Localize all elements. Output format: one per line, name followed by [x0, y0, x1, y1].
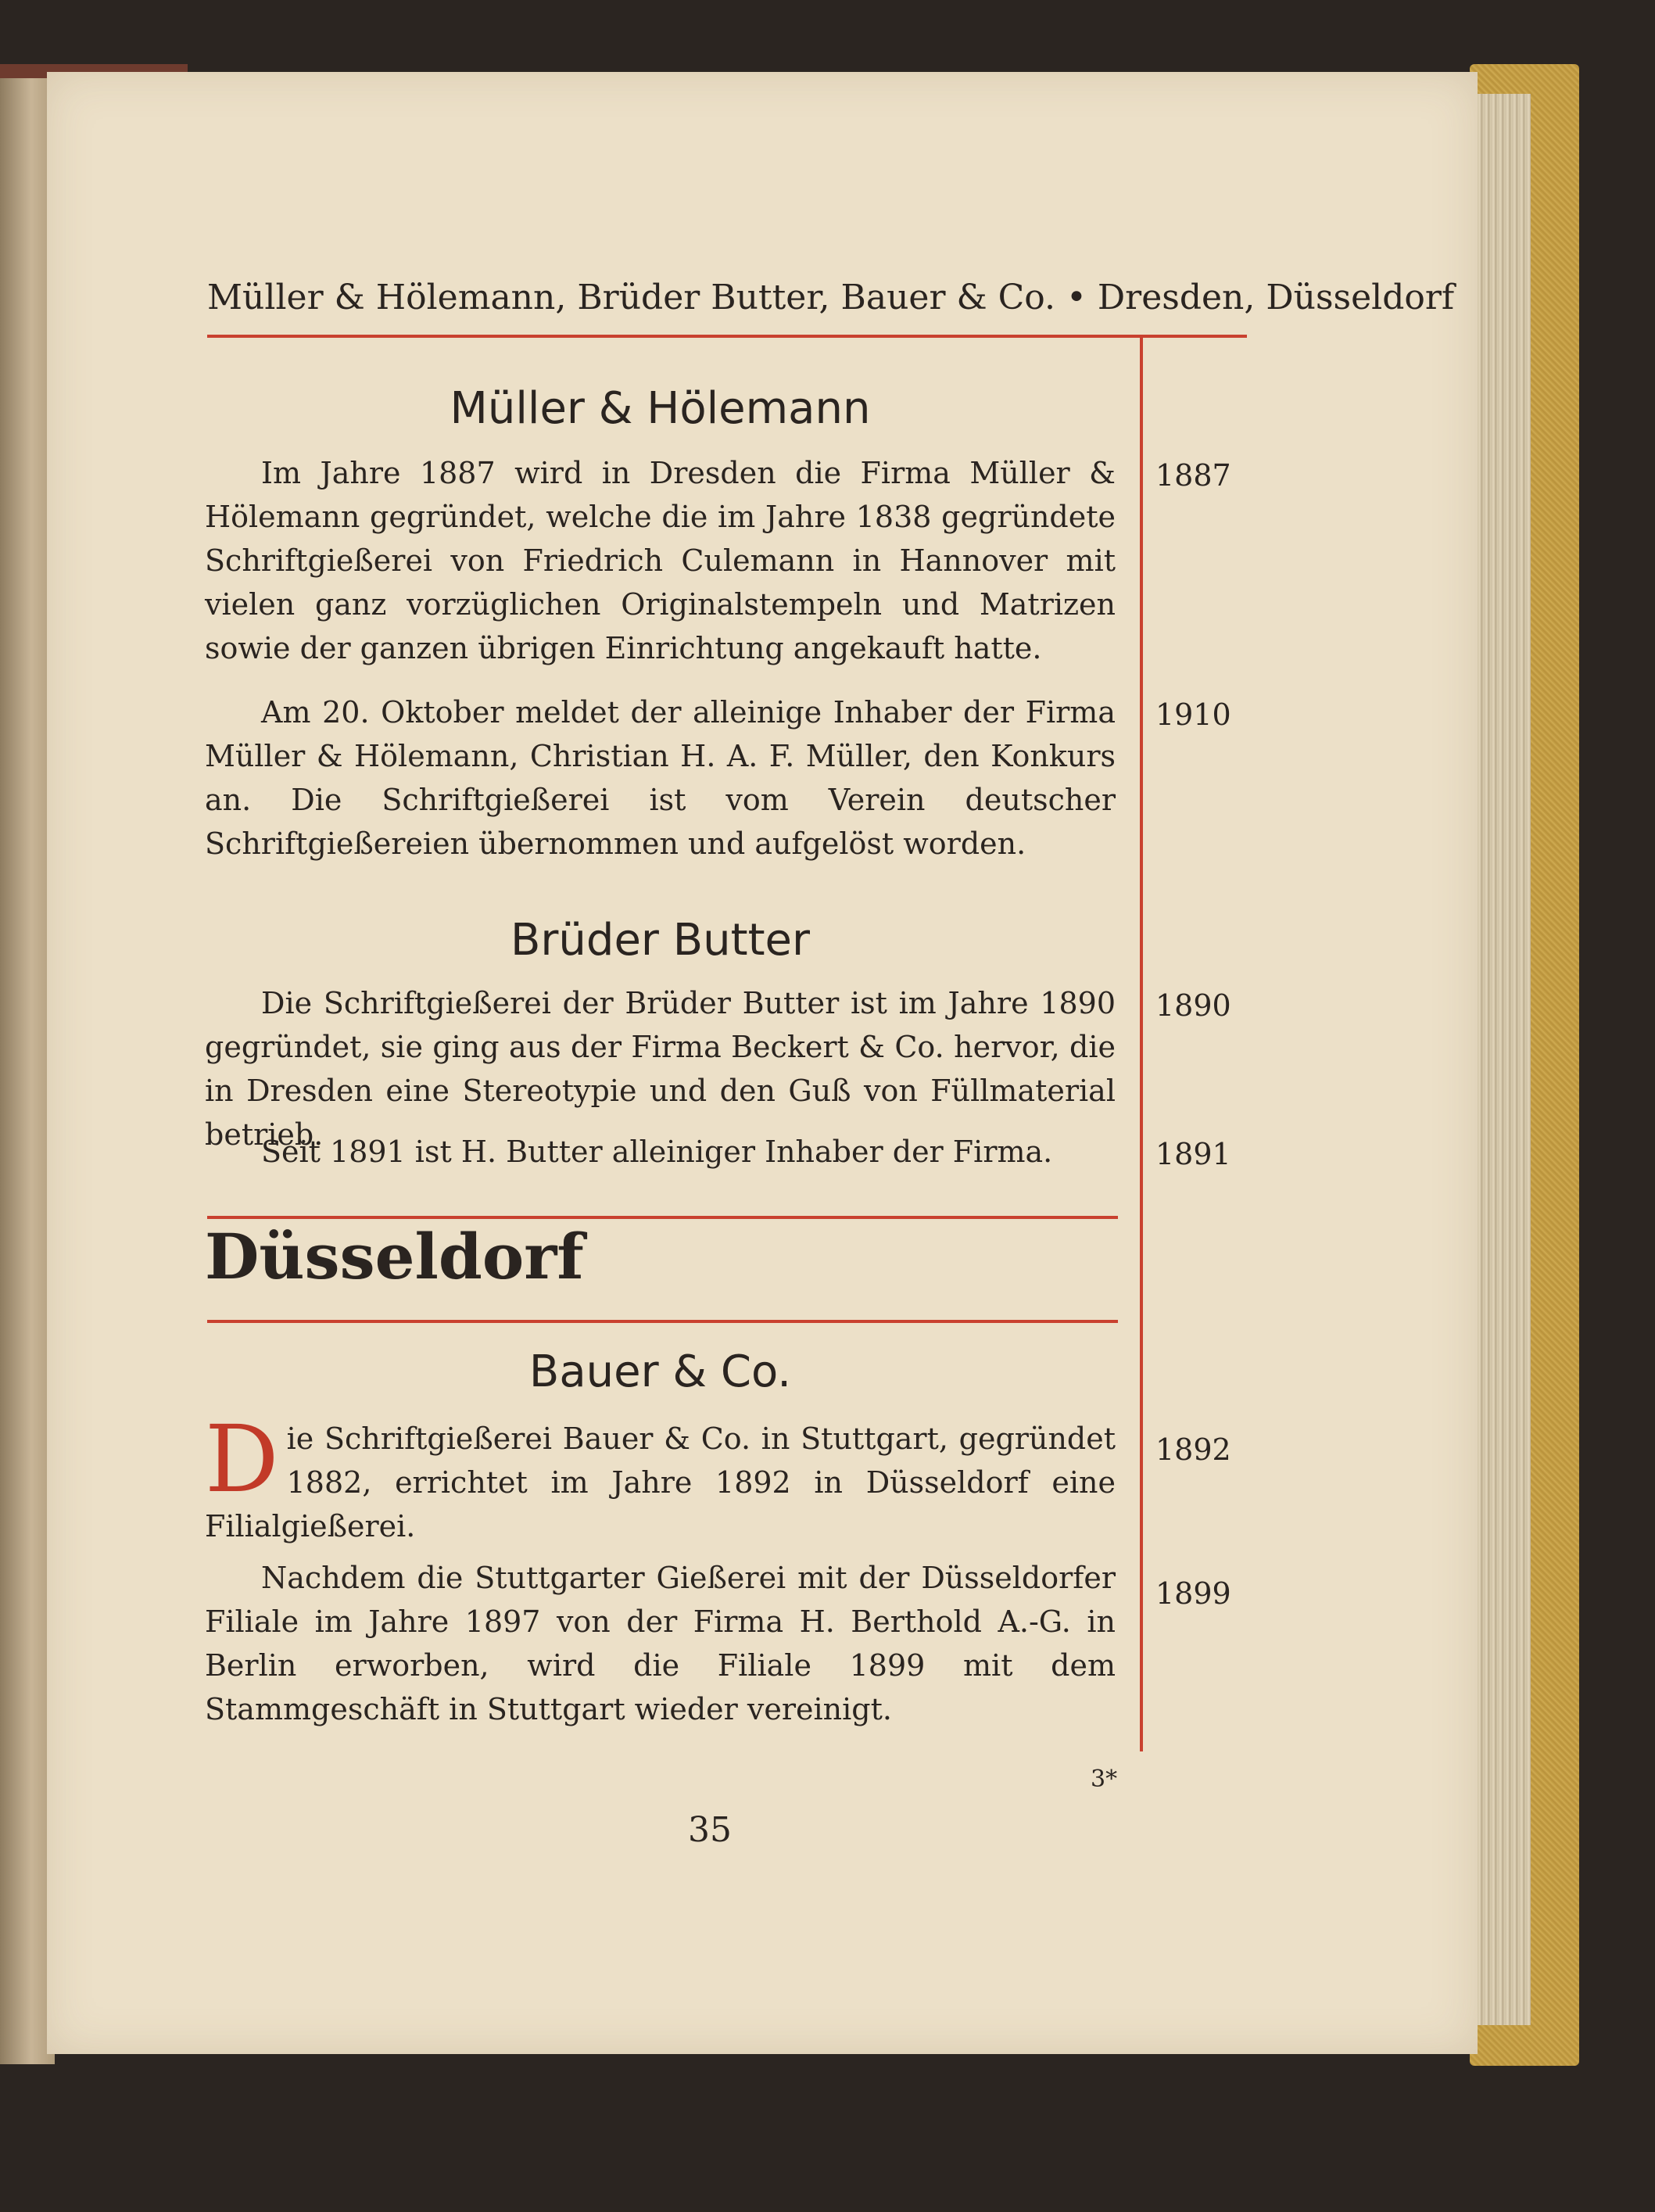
running-head: Müller & Hölemann, Brüder Butter, Bauer & Co. • Dresden, Düsseldorf: [207, 278, 1455, 317]
page-number: 35: [688, 1810, 732, 1850]
margin-year: 1891: [1155, 1137, 1231, 1171]
page-edges: [1470, 94, 1531, 2025]
heading-brueder-butter: Brüder Butter: [510, 915, 811, 966]
paragraph-butter-2: Seit 1891 ist H. Butter alleiniger Inhaber der Firma.: [261, 1135, 1053, 1169]
paragraph-bauer-2: Nachdem die Stuttgarter Gießerei mit der Düsseldorfer Filiale im Jahre 1897 von der Firma H. Berthold A.-G. in Berlin erworben, wird die Filiale 1899 mit dem Stammgeschäft in Stuttgart wieder vereinigt.: [205, 1561, 1116, 1726]
section-rule-top: [207, 1216, 1118, 1219]
paragraph-bauer-1: [205, 1405, 1116, 1548]
heading-mueller-hoelemann: Müller & Hölemann: [450, 383, 871, 434]
margin-rule: [1140, 336, 1143, 1751]
paragraph-mueller-1: Im Jahre 1887 wird in Dresden die Firma Müller & Hölemann gegründet, welche die im Jahre 1838 gegründete Schriftgießerei von Friedrich Culemann in Hannover mit vielen ganz vorzüglichen Originalstempeln und Matrizen sowie der ganzen übrigen Einrichtung angekauft hatte.: [205, 456, 1116, 665]
margin-year: 1890: [1155, 988, 1231, 1023]
running-head-rule: [207, 335, 1247, 338]
paragraph-mueller-2: Am 20. Oktober meldet der alleinige Inhaber der Firma Müller & Hölemann, Christian H. A. F. Müller, den Konkurs an. Die Schriftgießerei ist vom Verein deutscher Schriftgießereien übernommen und aufgelöst worden.: [205, 695, 1116, 861]
margin-year: 1910: [1155, 697, 1231, 732]
margin-year: 1887: [1155, 458, 1231, 493]
drop-initial: D: [205, 1405, 279, 1513]
section-title-duesseldorf: Düsseldorf: [205, 1220, 584, 1293]
paragraph-bauer-1-text: ie Schriftgießerei Bauer & Co. in Stuttgart, gegründet 1882, errichtet im Jahre 1892 in Düsseldorf eine Filialgießerei.: [205, 1421, 1116, 1543]
signature-mark: 3*: [1091, 1766, 1118, 1793]
margin-year: 1899: [1155, 1576, 1231, 1611]
section-rule-bottom: [207, 1320, 1118, 1323]
margin-year: 1892: [1155, 1432, 1231, 1467]
paragraph-butter-1: Die Schriftgießerei der Brüder Butter ist im Jahre 1890 gegründet, sie ging aus der Firma Beckert & Co. hervor, die in Dresden eine Stereotypie und den Guß von Füllmaterial betrieb.: [205, 986, 1116, 1152]
heading-bauer-co: Bauer & Co.: [528, 1346, 792, 1397]
